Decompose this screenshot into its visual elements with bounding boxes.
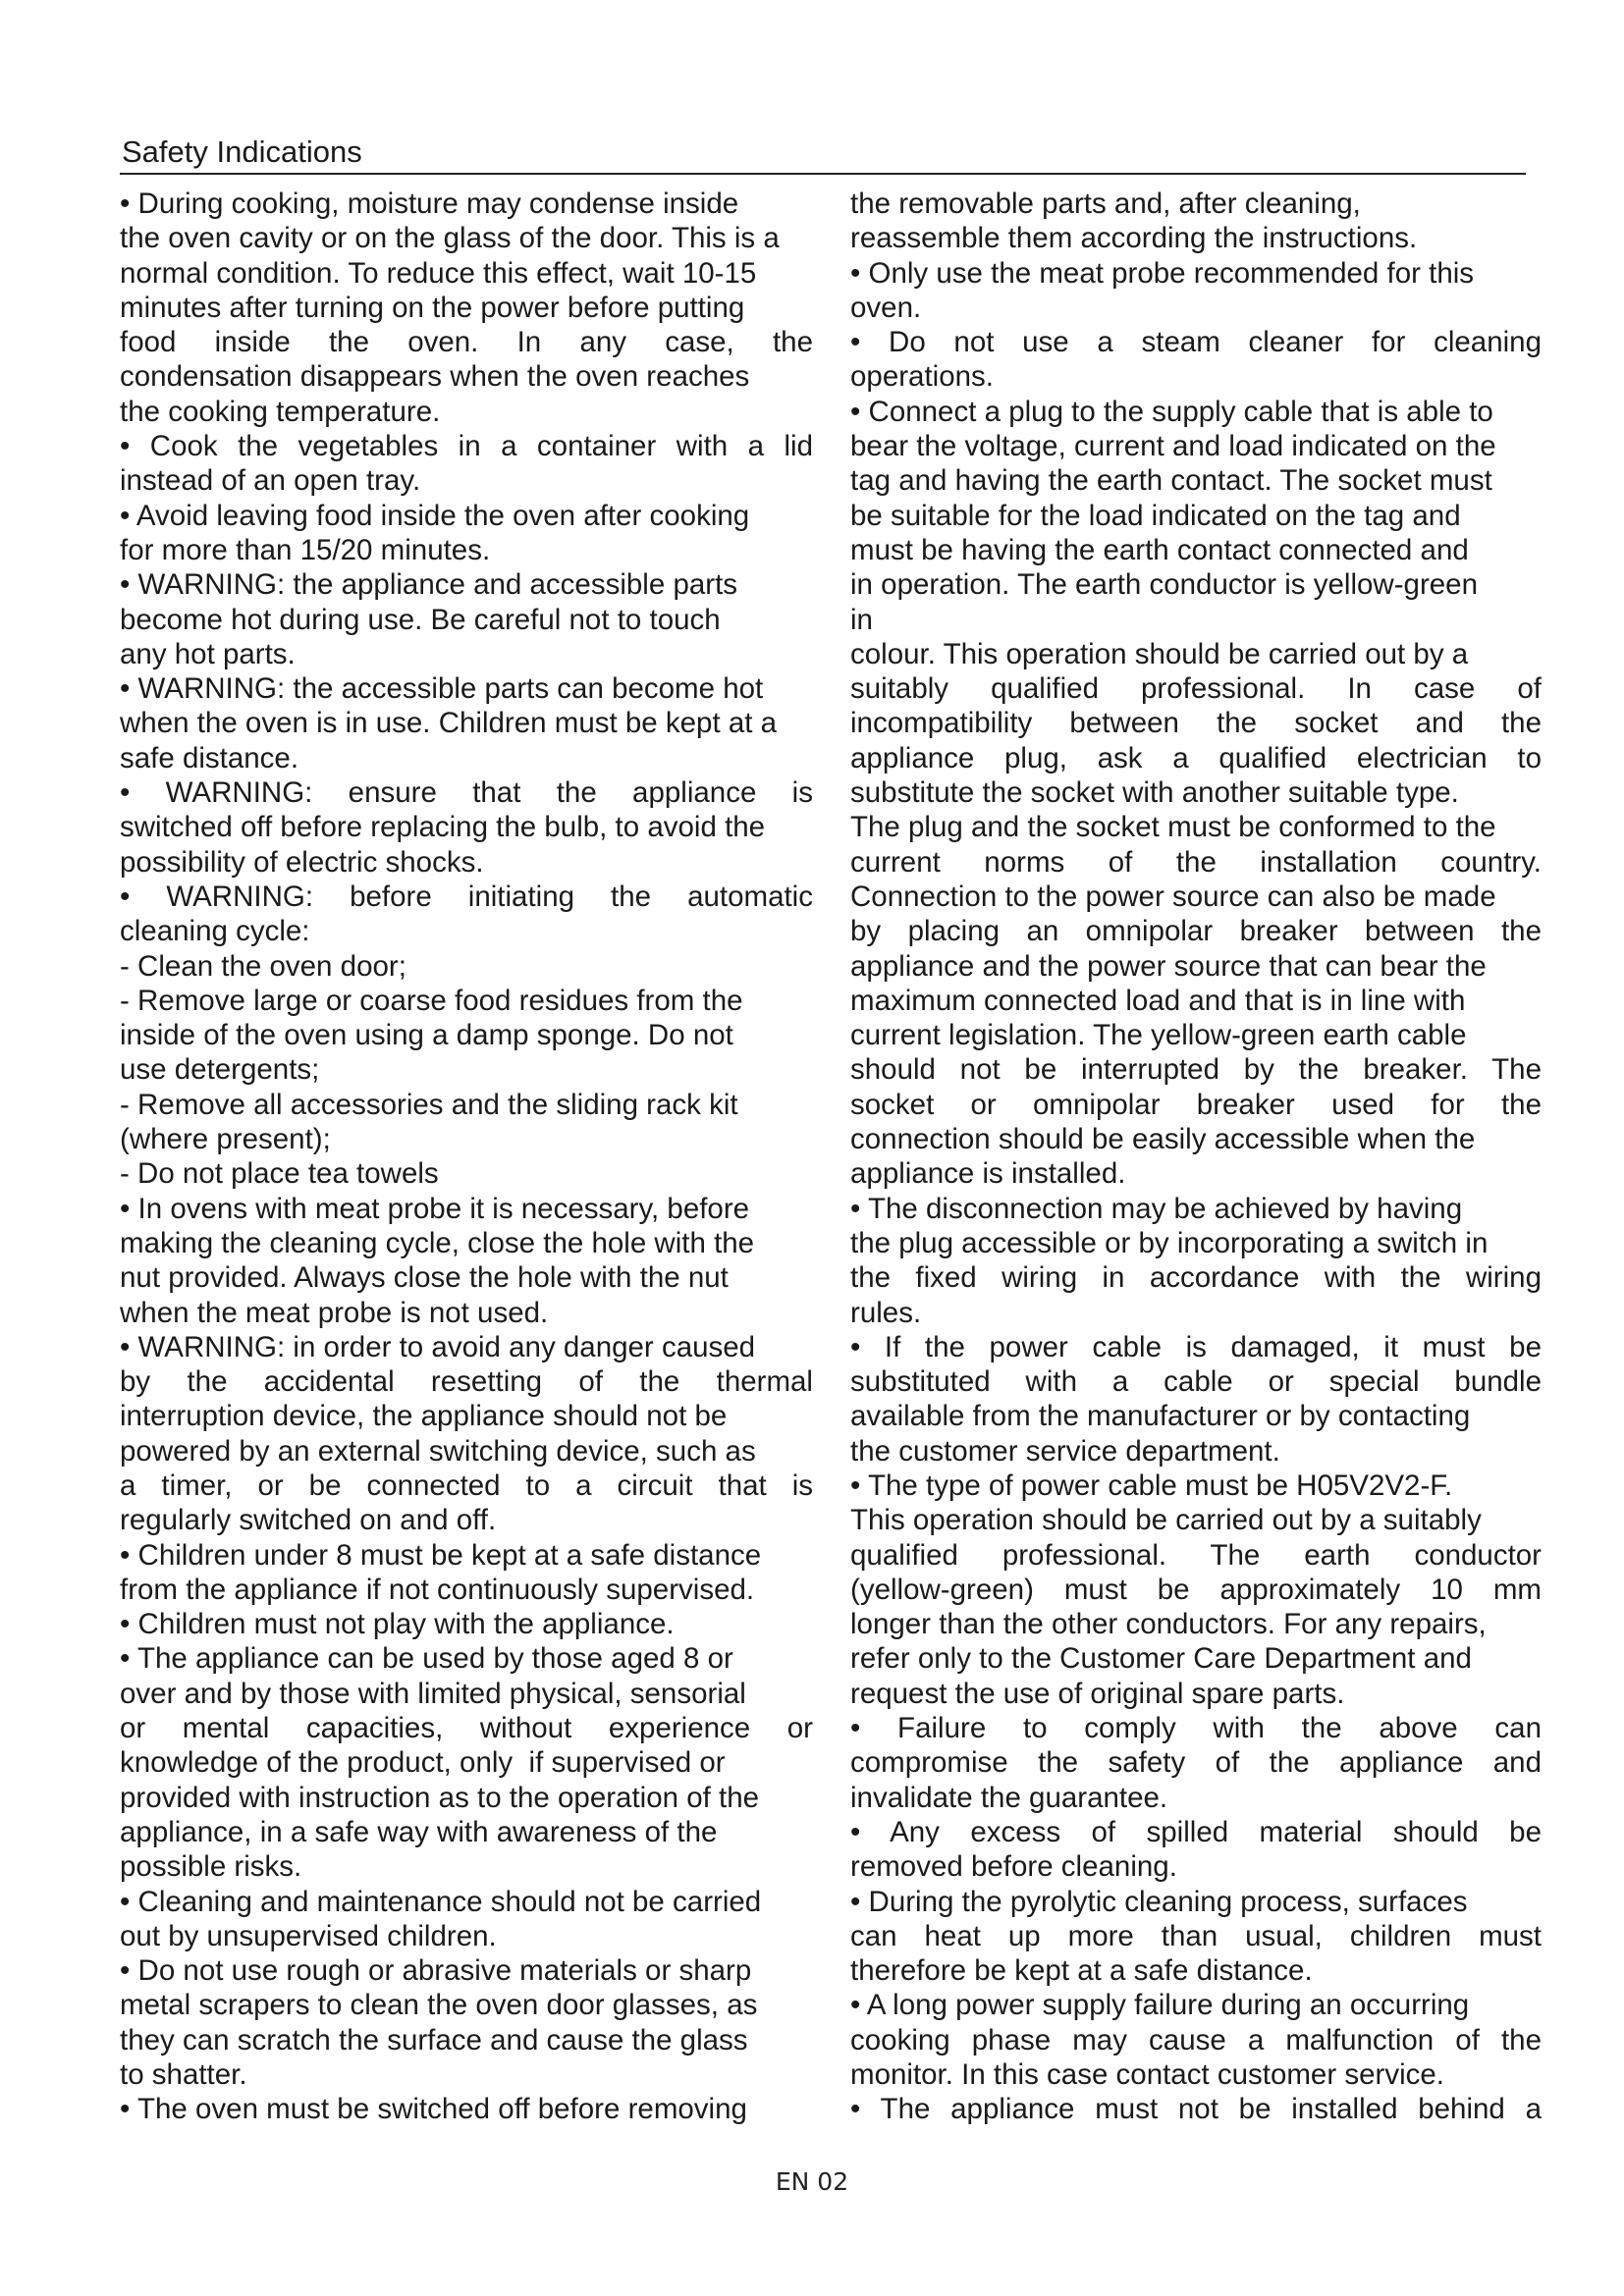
text-line: nut provided. Always close the hole with the nut: [120, 1261, 729, 1295]
text-line: monitor. In this case contact customer service.: [850, 2058, 1444, 2092]
text-line: rules.: [850, 1296, 922, 1329]
text-line: reassemble them according the instructions.: [850, 222, 1418, 255]
text-line: • WARNING: before initiating the automatic: [120, 880, 813, 913]
text-line: • Do not use rough or abrasive materials or sharp: [120, 1954, 752, 1988]
text-line: • Failure to comply with the above can: [850, 1712, 1542, 1745]
text-line: oven.: [850, 291, 922, 324]
text-line: can heat up more than usual, children must: [850, 1919, 1542, 1952]
text-line: the oven cavity or on the glass of the door. This is a: [120, 222, 780, 255]
text-line: in: [850, 603, 873, 636]
text-line: over and by those with limited physical, sensorial: [120, 1677, 746, 1710]
text-line: safe distance.: [120, 741, 299, 774]
text-line: • In ovens with meat probe it is necessary, before: [120, 1192, 750, 1225]
text-line: food inside the oven. In any case, the: [120, 326, 813, 359]
text-line: condensation disappears when the oven reaches: [120, 360, 750, 394]
text-line: • If the power cable is damaged, it must be: [850, 1330, 1542, 1363]
text-line: regularly switched on and off.: [120, 1504, 497, 1537]
text-line: This operation should be carried out by a suitably: [850, 1504, 1482, 1537]
text-line: instead of an open tray.: [120, 464, 421, 498]
text-line: therefore be kept at a safe distance.: [850, 1954, 1313, 1988]
text-line: they can scratch the surface and cause the glass: [120, 2023, 748, 2056]
text-line: compromise the safety of the appliance and: [850, 1746, 1542, 1780]
text-line: • During cooking, moisture may condense inside: [120, 187, 739, 220]
text-line: socket or omnipolar breaker used for the: [850, 1088, 1542, 1121]
text-line: a timer, or be connected to a circuit that is: [120, 1468, 813, 1502]
text-line: when the meat probe is not used.: [120, 1296, 549, 1329]
text-line: be suitable for the load indicated on the tag and: [850, 499, 1461, 532]
text-line: powered by an external switching device, such as: [120, 1434, 756, 1468]
text-line: • The type of power cable must be H05V2V2-F.: [850, 1468, 1453, 1502]
text-line: by the accidental resetting of the thermal: [120, 1365, 813, 1399]
text-line: for more than 15/20 minutes.: [120, 533, 491, 566]
text-line: appliance, in a safe way with awareness of the: [120, 1815, 718, 1848]
left-text-column: [120, 187, 813, 2127]
text-line: when the oven is in use. Children must be kept at a: [120, 707, 778, 740]
text-line: appliance is installed.: [850, 1157, 1126, 1191]
text-line: Connection to the power source can also be made: [850, 880, 1496, 913]
text-line: removed before cleaning.: [850, 1850, 1177, 1884]
text-line: the cooking temperature.: [120, 395, 441, 428]
text-line: refer only to the Customer Care Department and: [850, 1642, 1472, 1676]
text-line: • Children must not play with the appliance.: [120, 1608, 675, 1641]
text-line: • The disconnection may be achieved by having: [850, 1192, 1463, 1225]
text-line: to shatter.: [120, 2058, 247, 2092]
text-line: knowledge of the product, only if supervised or: [120, 1746, 726, 1780]
text-line: appliance and the power source that can bear the: [850, 949, 1487, 983]
text-line: • WARNING: ensure that the appliance is: [120, 776, 813, 810]
text-line: should not be interrupted by the breaker. The: [850, 1053, 1542, 1087]
text-line: in operation. The earth conductor is yellow-green: [850, 568, 1478, 602]
text-line: • Cleaning and maintenance should not be carried: [120, 1885, 762, 1918]
text-line: (where present);: [120, 1123, 331, 1156]
text-line: the fixed wiring in accordance with the wiring: [850, 1261, 1542, 1295]
text-line: • Do not use a steam cleaner for cleaning: [850, 326, 1542, 359]
text-line: • The appliance must not be installed behind a: [850, 2093, 1542, 2126]
text-line: - Remove all accessories and the sliding rack kit: [120, 1088, 738, 1121]
text-line: • Children under 8 must be kept at a safe distance: [120, 1538, 762, 1572]
text-line: current norms of the installation country.: [850, 845, 1542, 879]
text-line: possible risks.: [120, 1850, 302, 1884]
text-line: out by unsupervised children.: [120, 1919, 497, 1952]
text-line: any hot parts.: [120, 637, 296, 670]
text-line: invalidate the guarantee.: [850, 1781, 1168, 1814]
text-line: the customer service department.: [850, 1434, 1280, 1468]
text-line: cooking phase may cause a malfunction of the: [850, 2023, 1542, 2056]
text-line: metal scrapers to clean the oven door glasses, as: [120, 1989, 758, 2022]
text-line: The plug and the socket must be conformed to the: [850, 811, 1496, 844]
text-line: bear the voltage, current and load indicated on the: [850, 430, 1496, 463]
text-line: inside of the oven using a damp sponge. Do not: [120, 1019, 733, 1052]
text-line: • WARNING: the appliance and accessible parts: [120, 568, 738, 602]
text-line: • WARNING: the accessible parts can become hot: [120, 672, 764, 706]
text-line: connection should be easily accessible when the: [850, 1123, 1476, 1156]
text-line: request the use of original spare parts.: [850, 1677, 1345, 1710]
text-line: switched off before replacing the bulb, to avoid the: [120, 811, 766, 844]
text-line: • Any excess of spilled material should be: [850, 1815, 1542, 1848]
text-line: qualified professional. The earth conductor: [850, 1538, 1542, 1572]
text-line: current legislation. The yellow-green earth cable: [850, 1019, 1467, 1052]
text-line: available from the manufacturer or by contacting: [850, 1400, 1471, 1433]
text-line: - Clean the oven door;: [120, 949, 406, 983]
text-line: • Connect a plug to the supply cable that is able to: [850, 395, 1493, 428]
text-line: become hot during use. Be careful not to touch: [120, 603, 721, 636]
text-line: • The oven must be switched off before removing: [120, 2093, 747, 2126]
text-line: substituted with a cable or special bundle: [850, 1365, 1542, 1399]
text-line: normal condition. To reduce this effect, wait 10-15: [120, 256, 757, 290]
text-line: tag and having the earth contact. The socket must: [850, 464, 1492, 498]
page-number: EN 02: [775, 2167, 849, 2196]
text-line: colour. This operation should be carried out by a: [850, 637, 1469, 670]
text-line: • WARNING: in order to avoid any danger caused: [120, 1330, 756, 1363]
text-line: • The appliance can be used by those aged 8 or: [120, 1642, 733, 1676]
text-line: operations.: [850, 360, 994, 394]
text-line: possibility of electric shocks.: [120, 845, 484, 879]
text-line: longer than the other conductors. For any repairs,: [850, 1608, 1487, 1641]
text-line: • A long power supply failure during an occurring: [850, 1989, 1470, 2022]
text-line: - Remove large or coarse food residues from the: [120, 984, 743, 1017]
text-line: cleaning cycle:: [120, 915, 310, 948]
text-line: • During the pyrolytic cleaning process, surfaces: [850, 1885, 1468, 1918]
text-line: incompatibility between the socket and the: [850, 707, 1542, 740]
text-line: interruption device, the appliance should not be: [120, 1400, 728, 1433]
text-line: from the appliance if not continuously supervised.: [120, 1573, 755, 1606]
text-line: making the cleaning cycle, close the hole with the: [120, 1226, 755, 1259]
text-line: provided with instruction as to the operation of the: [120, 1781, 760, 1814]
right-text-column: [850, 187, 1542, 2127]
text-line: must be having the earth contact connected and: [850, 533, 1469, 566]
text-line: - Do not place tea towels: [120, 1157, 439, 1191]
text-line: • Only use the meat probe recommended for this: [850, 256, 1475, 290]
section-heading: Safety Indications: [122, 134, 362, 169]
text-line: the plug accessible or by incorporating a switch in: [850, 1226, 1489, 1259]
text-line: the removable parts and, after cleaning,: [850, 187, 1361, 220]
text-line: • Cook the vegetables in a container with a lid: [120, 430, 813, 463]
text-line: (yellow-green) must be approximately 10 mm: [850, 1573, 1542, 1606]
text-line: maximum connected load and that is in line with: [850, 984, 1466, 1017]
text-line: or mental capacities, without experience or: [120, 1712, 813, 1745]
text-line: suitably qualified professional. In case of: [850, 672, 1542, 706]
text-line: • Avoid leaving food inside the oven after cooking: [120, 499, 750, 532]
text-line: minutes after turning on the power before putting: [120, 291, 745, 324]
text-line: by placing an omnipolar breaker between the: [850, 915, 1542, 948]
text-line: appliance plug, ask a qualified electrician to: [850, 741, 1542, 774]
text-line: use detergents;: [120, 1053, 320, 1087]
text-line: substitute the socket with another suitable type.: [850, 776, 1459, 810]
heading-rule: [120, 173, 1526, 175]
